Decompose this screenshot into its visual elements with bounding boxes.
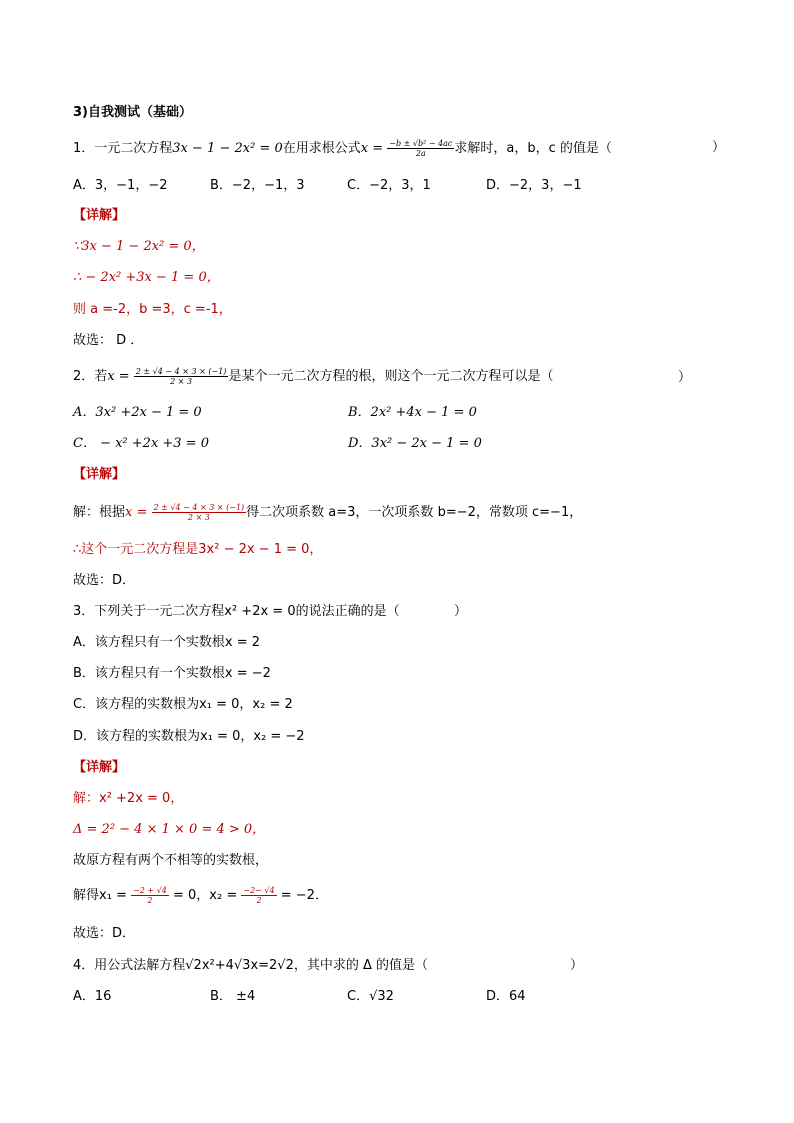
question-3-stem: 3．下列关于一元二次方程x² +2x = 0的说法正确的是（ <box>73 604 400 619</box>
q3-sol4-a: 解得x₁ = <box>73 888 127 903</box>
q1-option-a: A．3，−1，−2 <box>73 178 168 193</box>
q3-sol4-b: = 0，x₂ = <box>173 888 238 903</box>
q2-sol-lhs: x = <box>125 505 148 520</box>
q1-option-b: B．−2，−1，3 <box>210 178 305 193</box>
q2-sol-formula <box>152 503 247 522</box>
q2-sol-numerator: 2 ± √4 − 4 × 3 × (−1) <box>153 503 245 512</box>
q3-option-d: D．该方程的实数根为x₁ = 0，x₂ = −2 <box>73 729 305 744</box>
q1-solution-2: ∴ − 2x² +3x − 1 = 0， <box>73 270 220 285</box>
q4-option-b: B． ±4 <box>210 989 256 1004</box>
q2-solution-1 <box>73 503 582 522</box>
q1-answer: 故选： D ． <box>73 333 144 348</box>
q2-solution-2: ∴这个一元二次方程是3x² − 2x − 1 = 0， <box>73 542 323 557</box>
q2-formula-numerator: 2 ± √4 − 4 × 3 × (−1) <box>135 367 227 376</box>
q1-formula-numerator: −b ± √b² − 4ac <box>389 139 453 148</box>
q3-option-c: C．该方程的实数根为x₁ = 0，x₂ = 2 <box>73 697 293 712</box>
q3-root-2 <box>241 886 276 905</box>
question-2-stem <box>73 367 553 386</box>
q2-option-a: A．3x² +2x − 1 = 0 <box>73 405 202 420</box>
q2-stem-close: ） <box>678 370 692 385</box>
q1-stem-a: 1．一元二次方程 <box>73 141 173 156</box>
q3-option-a: A．该方程只有一个实数根x = 2 <box>73 635 261 650</box>
q1-stem-close: ） <box>712 140 726 155</box>
q1-formula-lhs: x = <box>360 141 384 156</box>
question-4-stem: 4．用公式法解方程√2x²+4√3x=2√2，其中求的 Δ 的值是（ <box>73 958 429 973</box>
q2-detail-label: 【详解】 <box>73 467 126 482</box>
q3-root-2-numerator: −2− √4 <box>243 886 275 895</box>
q2-stem-b: 是某个一元二次方程的根，则这个一元二次方程可以是（ <box>228 369 554 384</box>
q3-solution-4 <box>73 886 328 905</box>
q4-stem-close: ） <box>570 958 584 973</box>
q3-detail-label: 【详解】 <box>73 760 126 775</box>
q2-sol-denominator: 2 × 3 <box>187 513 210 522</box>
q3-option-b: B．该方程只有一个实数根x = −2 <box>73 666 271 681</box>
q4-option-a: A．16 <box>73 989 112 1004</box>
q3-answer: 故选：D． <box>73 926 136 941</box>
q2-sol-b: 得二次项系数 a=3，一次项系数 b=−2，常数项 c=−1， <box>246 505 583 520</box>
q3-solution-3: 故原方程有两个不相等的实数根， <box>73 853 269 868</box>
q3-stem-close: ） <box>454 604 468 619</box>
q1-solution-1: ∵3x − 1 − 2x² = 0， <box>73 239 205 254</box>
q2-option-c: C． − x² +2x +3 = 0 <box>73 436 209 451</box>
q1-option-d: D．−2，3，−1 <box>486 178 582 193</box>
q2-option-d: D．3x² − 2x − 1 = 0 <box>348 436 482 451</box>
q1-solution-3: 则 a =-2，b =3，c =-1， <box>73 302 232 317</box>
q3-solution-2: Δ = 2² − 4 × 1 × 0 = 4 > 0， <box>73 822 266 837</box>
q2-formula-lhs: x = <box>107 369 130 384</box>
q1-detail-label: 【详解】 <box>73 208 126 223</box>
q3-root-1-numerator: −2 + √4 <box>133 886 167 895</box>
q3-root-1 <box>131 886 169 905</box>
q1-equation: 3x − 1 − 2x² = 0 <box>172 141 283 156</box>
q4-option-d: D．64 <box>486 989 526 1004</box>
q3-root-2-denominator: 2 <box>256 896 262 905</box>
q2-option-b: B．2x² +4x − 1 = 0 <box>348 405 477 420</box>
q3-sol4-c: = −2． <box>280 888 328 903</box>
q2-sol-a: 解：根据 <box>73 505 126 520</box>
q4-option-c: C．√32 <box>347 989 394 1004</box>
q1-quadratic-formula <box>387 139 454 158</box>
q2-answer: 故选：D． <box>73 573 136 588</box>
q3-root-1-denominator: 2 <box>147 896 153 905</box>
q2-root-formula <box>134 367 229 386</box>
q2-stem-a: 2．若 <box>73 369 108 384</box>
q1-formula-denominator: 2a <box>415 149 426 158</box>
section-title: 3)自我测试（基础） <box>73 105 192 120</box>
q1-stem-c: 求解时，a，b，c 的值是（ <box>454 141 612 156</box>
q2-formula-denominator: 2 × 3 <box>170 377 193 386</box>
q3-solution-1: 解：x² +2x = 0， <box>73 791 184 806</box>
q1-stem-b: 在用求根公式 <box>282 141 361 156</box>
question-1-stem <box>73 139 612 158</box>
q1-option-c: C．−2，3，1 <box>347 178 431 193</box>
